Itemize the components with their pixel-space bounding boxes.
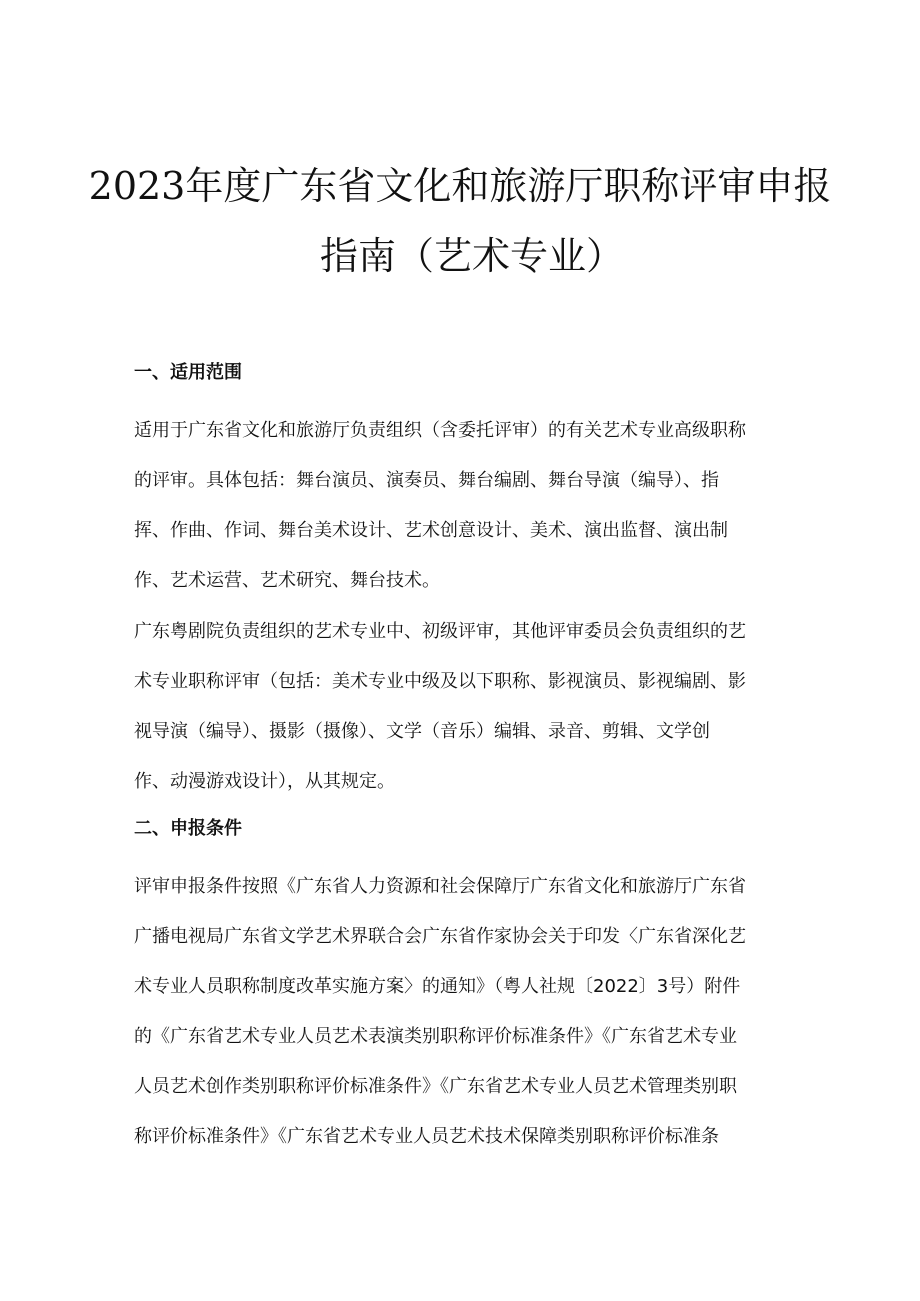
document-title-line-2: 指南（艺术专业） xyxy=(319,234,624,278)
paragraph-line: 作、动漫游戏设计），从其规定。 xyxy=(134,771,395,792)
paragraph-line: 挥、作曲、作词、舞台美术设计、艺术创意设计、美术、演出监督、演出制 xyxy=(134,520,728,541)
paragraph-line: 评审申报条件按照《广东省人力资源和社会保障厅广东省文化和旅游厅广东省 xyxy=(134,876,746,897)
paragraph-line: 视导演（编导）、摄影（摄像）、文学（音乐）编辑、录音、剪辑、文学创 xyxy=(134,721,710,742)
paragraph-line: 广播电视局广东省文学艺术界联合会广东省作家协会关于印发〈广东省深化艺 xyxy=(134,926,746,947)
paragraph-line: 术专业职称评审（包括：美术专业中级及以下职称、影视演员、影视编剧、影 xyxy=(134,671,746,692)
section-heading-scope: 一、适用范围 xyxy=(134,362,242,383)
paragraph-line: 的评审。具体包括：舞台演员、演奏员、舞台编剧、舞台导演（编导）、指 xyxy=(134,470,719,491)
paragraph-line: 的《广东省艺术专业人员艺术表演类别职称评价标准条件》《广东省艺术专业 xyxy=(134,1026,737,1047)
paragraph-line: 作、艺术运营、艺术研究、舞台技术。 xyxy=(134,570,440,591)
paragraph-line: 称评价标准条件》《广东省艺术专业人员艺术技术保障类别职称评价标准条 xyxy=(134,1126,719,1147)
paragraph-line: 适用于广东省文化和旅游厅负责组织（含委托评审）的有关艺术专业高级职称 xyxy=(134,420,746,441)
paragraph-line: 广东粤剧院负责组织的艺术专业中、初级评审，其他评审委员会负责组织的艺 xyxy=(134,621,746,642)
paragraph-line: 术专业人员职称制度改革实施方案〉的通知》（粤人社规〔2022〕3号）附件 xyxy=(134,976,741,997)
paragraph-line: 人员艺术创作类别职称评价标准条件》《广东省艺术专业人员艺术管理类别职 xyxy=(134,1076,737,1097)
section-heading-conditions: 二、申报条件 xyxy=(134,818,242,839)
document-title-line-1: 2023年度广东省文化和旅游厅职称评审申报 xyxy=(88,164,832,208)
